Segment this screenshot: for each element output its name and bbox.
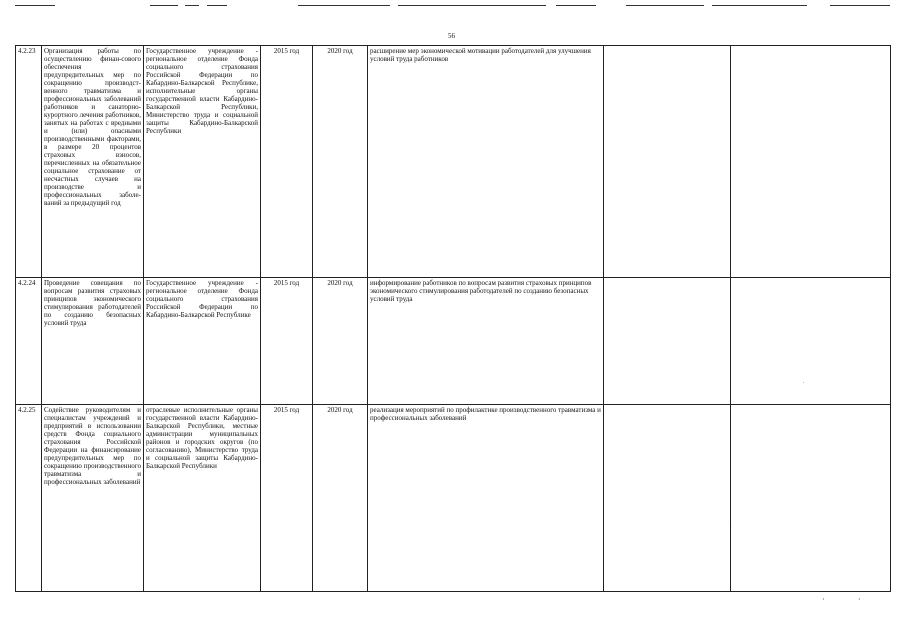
end-year: 2020 год bbox=[313, 405, 368, 592]
table-row bbox=[16, 46, 891, 278]
top-rule bbox=[398, 5, 546, 6]
top-rule bbox=[150, 5, 178, 6]
measure-text: Организация работы по осуществлению финан-сового обеспечения предупредительных мер по сокращению производст-венного травматизма и профессиональных заболеваний работников и санаторно-курортного лечения работников, занятых на работах с вредными и (или) опасными производственными факторами, в размере 20 процентов страховых взносов, перечисленных на обязательное социальное страхование от несчастных случаев на производстве и профессиональных заболе-ваний за предыдущий год bbox=[42, 46, 144, 278]
table-row bbox=[16, 405, 891, 592]
executor-text: отраслевые исполнительные органы государственной власти Кабардино-Балкарской Республики, местные администрации муниципальных районов и городских округов (по согласованию), Министерство труда и социальной защиты Кабардино-Балкарской Республики bbox=[144, 405, 261, 592]
empty-cell bbox=[604, 278, 731, 405]
measures-table bbox=[15, 45, 891, 592]
table-row bbox=[16, 278, 891, 405]
empty-cell bbox=[731, 278, 891, 405]
top-rule bbox=[830, 5, 890, 6]
expected-result: расширение мер экономической мотивации работодателей для улучшения условий труда работников bbox=[368, 46, 604, 278]
empty-cell bbox=[731, 405, 891, 592]
scan-mark: · bbox=[822, 595, 825, 604]
measure-text: Проведение совещания по вопросам развития страховых принципов экономического стимулирования работодателей по созданию безопасных условий труда bbox=[42, 278, 144, 405]
scan-mark: · bbox=[858, 595, 861, 604]
scan-mark: , bbox=[730, 523, 732, 529]
start-year: 2015 год bbox=[261, 46, 313, 278]
start-year: 2015 год bbox=[261, 405, 313, 592]
expected-result: реализация мероприятий по профилактике производственного травматизма и профессиональных заболеваний bbox=[368, 405, 604, 592]
page-number: 56 bbox=[448, 32, 455, 40]
empty-cell bbox=[731, 46, 891, 278]
top-rule bbox=[207, 5, 227, 6]
end-year: 2020 год bbox=[313, 278, 368, 405]
top-rule bbox=[185, 5, 199, 6]
top-rule bbox=[712, 5, 807, 6]
top-rule bbox=[15, 5, 55, 6]
end-year: 2020 год bbox=[313, 46, 368, 278]
empty-cell bbox=[604, 405, 731, 592]
scan-mark: . bbox=[803, 380, 805, 385]
item-number: 4.2.23 bbox=[16, 46, 42, 278]
item-number: 4.2.25 bbox=[16, 405, 42, 592]
executor-text: Государственное учреждение - региональное отделение Фонда социального страхования Российской Федерации по Кабардино-Балкарской Республике, исполнительные органы государственной власти Кабардино-Балкарской Республики, Министерство труда и социальной защиты Кабардино-Балкарской Республики bbox=[144, 46, 261, 278]
top-rule bbox=[626, 5, 704, 6]
expected-result: информирование работников по вопросам развития страховых принципов экономического стимулирования работодателей по созданию безопасных условий труда bbox=[368, 278, 604, 405]
top-rule bbox=[556, 5, 596, 6]
start-year: 2015 год bbox=[261, 278, 313, 405]
item-number: 4.2.24 bbox=[16, 278, 42, 405]
empty-cell bbox=[604, 46, 731, 278]
top-rule bbox=[298, 5, 390, 6]
executor-text: Государственное учреждение - региональное отделение Фонда социального страхования Российской Федерации по Кабардино-Балкарской Республике bbox=[144, 278, 261, 405]
measure-text: Содействие руководителям и специалистам учреждений и предприятий в использовании средств Фонда социального страхования Российской Федерации на финансирование предупредительных мер по сокращению производственного травматизма и профессиональных заболеваний bbox=[42, 405, 144, 592]
